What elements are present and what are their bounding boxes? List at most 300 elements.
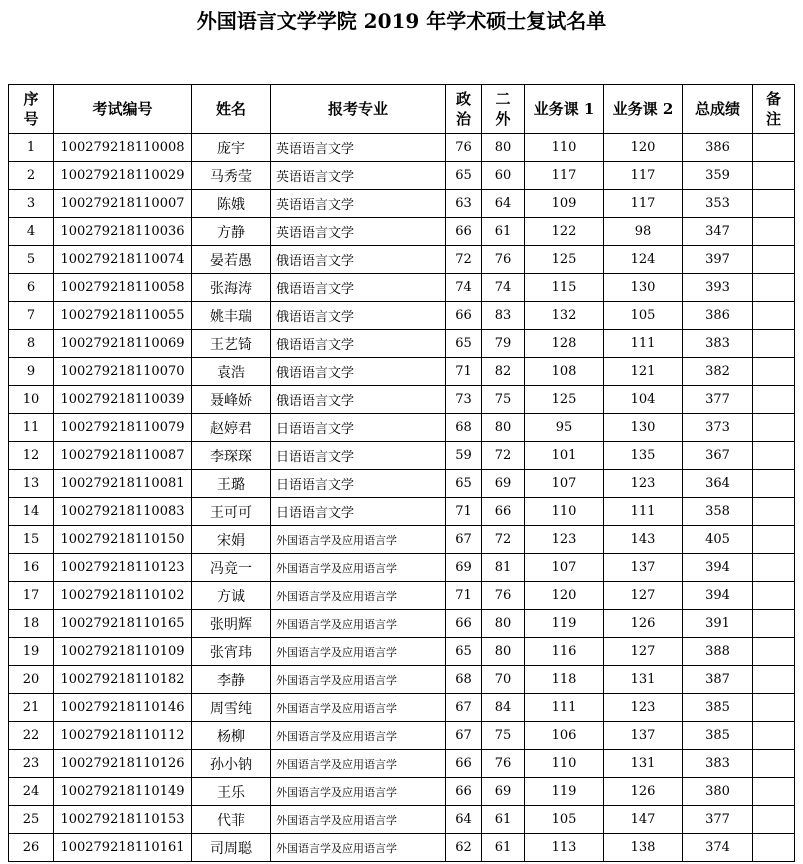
cell-major: 外国语言学及应用语言学: [271, 610, 446, 638]
cell-name: 代菲: [192, 806, 271, 834]
cell-name: 宋娟: [192, 526, 271, 554]
cell-course2: 130: [604, 414, 683, 442]
header-foreign-top: 二: [495, 90, 511, 108]
cell-name: 方诚: [192, 582, 271, 610]
table-row: [9, 750, 795, 778]
cell-politics: 74: [446, 274, 482, 302]
cell-major: 日语语言文学: [271, 442, 446, 470]
table-row: [9, 386, 795, 414]
cell-course1: 106: [525, 722, 604, 750]
cell-major: 俄语语言文学: [271, 302, 446, 330]
cell-major: 日语语言文学: [271, 470, 446, 498]
cell-seq: 26: [9, 834, 54, 862]
cell-total: 385: [683, 722, 753, 750]
cell-politics: 66: [446, 750, 482, 778]
cell-major: 俄语语言文学: [271, 358, 446, 386]
cell-foreign-language: 84: [482, 694, 525, 722]
cell-total: 405: [683, 526, 753, 554]
cell-course2: 117: [604, 162, 683, 190]
cell-remark: [753, 330, 795, 358]
cell-politics: 65: [446, 330, 482, 358]
cell-course2: 104: [604, 386, 683, 414]
cell-name: 杨柳: [192, 722, 271, 750]
cell-course2: 135: [604, 442, 683, 470]
cell-total: 377: [683, 806, 753, 834]
cell-course1: 110: [525, 750, 604, 778]
cell-course2: 143: [604, 526, 683, 554]
cell-politics: 66: [446, 218, 482, 246]
cell-total: 387: [683, 666, 753, 694]
cell-remark: [753, 498, 795, 526]
cell-exam-no: 100279218110079: [54, 414, 192, 442]
cell-major: 日语语言文学: [271, 414, 446, 442]
cell-remark: [753, 162, 795, 190]
header-remark-bottom: 注: [765, 110, 781, 128]
cell-course1: 108: [525, 358, 604, 386]
table-row: [9, 806, 795, 834]
cell-remark: [753, 218, 795, 246]
cell-course1: 120: [525, 582, 604, 610]
cell-foreign-language: 80: [482, 414, 525, 442]
cell-course1: 107: [525, 470, 604, 498]
cell-foreign-language: 64: [482, 190, 525, 218]
cell-course1: 125: [525, 386, 604, 414]
cell-major: 外国语言学及应用语言学: [271, 582, 446, 610]
cell-total: 394: [683, 554, 753, 582]
cell-course1: 132: [525, 302, 604, 330]
cell-course1: 119: [525, 610, 604, 638]
cell-name: 李静: [192, 666, 271, 694]
cell-politics: 76: [446, 134, 482, 162]
cell-foreign-language: 61: [482, 218, 525, 246]
table-row: [9, 218, 795, 246]
cell-seq: 16: [9, 554, 54, 582]
cell-exam-no: 100279218110029: [54, 162, 192, 190]
cell-major: 外国语言学及应用语言学: [271, 834, 446, 862]
header-seq: [9, 85, 54, 134]
cell-seq: 25: [9, 806, 54, 834]
table-row: [9, 162, 795, 190]
cell-name: 庞宇: [192, 134, 271, 162]
cell-course2: 117: [604, 190, 683, 218]
cell-course1: 110: [525, 498, 604, 526]
cell-total: 383: [683, 330, 753, 358]
cell-seq: 9: [9, 358, 54, 386]
cell-course1: 113: [525, 834, 604, 862]
table-row: [9, 414, 795, 442]
cell-exam-no: 100279218110182: [54, 666, 192, 694]
cell-major: 外国语言学及应用语言学: [271, 526, 446, 554]
cell-seq: 22: [9, 722, 54, 750]
cell-total: 358: [683, 498, 753, 526]
cell-name: 王可可: [192, 498, 271, 526]
cell-seq: 10: [9, 386, 54, 414]
cell-seq: 13: [9, 470, 54, 498]
cell-course1: 128: [525, 330, 604, 358]
cell-politics: 65: [446, 162, 482, 190]
table-row: [9, 722, 795, 750]
cell-major: 日语语言文学: [271, 498, 446, 526]
cell-seq: 24: [9, 778, 54, 806]
cell-major: 英语语言文学: [271, 190, 446, 218]
table-row: [9, 358, 795, 386]
cell-course1: 118: [525, 666, 604, 694]
cell-foreign-language: 72: [482, 442, 525, 470]
cell-name: 王乐: [192, 778, 271, 806]
cell-politics: 63: [446, 190, 482, 218]
cell-course1: 123: [525, 526, 604, 554]
cell-name: 张明辉: [192, 610, 271, 638]
cell-name: 陈娥: [192, 190, 271, 218]
cell-course2: 111: [604, 330, 683, 358]
cell-foreign-language: 76: [482, 750, 525, 778]
cell-course1: 116: [525, 638, 604, 666]
cell-politics: 69: [446, 554, 482, 582]
cell-course1: 101: [525, 442, 604, 470]
header-politics: [446, 85, 482, 134]
cell-major: 外国语言学及应用语言学: [271, 722, 446, 750]
cell-politics: 66: [446, 778, 482, 806]
cell-foreign-language: 82: [482, 358, 525, 386]
cell-remark: [753, 526, 795, 554]
cell-name: 聂峰娇: [192, 386, 271, 414]
table-row: [9, 470, 795, 498]
header-foreign-language: [482, 85, 525, 134]
cell-remark: [753, 554, 795, 582]
cell-exam-no: 100279218110146: [54, 694, 192, 722]
cell-major: 外国语言学及应用语言学: [271, 694, 446, 722]
cell-foreign-language: 81: [482, 554, 525, 582]
cell-politics: 67: [446, 694, 482, 722]
cell-seq: 19: [9, 638, 54, 666]
table-row: [9, 694, 795, 722]
cell-foreign-language: 61: [482, 806, 525, 834]
cell-course2: 111: [604, 498, 683, 526]
cell-politics: 65: [446, 470, 482, 498]
header-course1: 业务课 1: [525, 85, 604, 134]
cell-remark: [753, 246, 795, 274]
cell-total: 364: [683, 470, 753, 498]
cell-foreign-language: 75: [482, 386, 525, 414]
cell-exam-no: 100279218110161: [54, 834, 192, 862]
cell-remark: [753, 414, 795, 442]
cell-remark: [753, 386, 795, 414]
cell-remark: [753, 722, 795, 750]
cell-remark: [753, 442, 795, 470]
cell-exam-no: 100279218110069: [54, 330, 192, 358]
cell-exam-no: 100279218110036: [54, 218, 192, 246]
cell-major: 俄语语言文学: [271, 386, 446, 414]
cell-foreign-language: 76: [482, 582, 525, 610]
cell-seq: 12: [9, 442, 54, 470]
cell-politics: 68: [446, 414, 482, 442]
cell-total: 383: [683, 750, 753, 778]
cell-foreign-language: 69: [482, 778, 525, 806]
cell-remark: [753, 134, 795, 162]
header-total: 总成绩: [683, 85, 753, 134]
cell-foreign-language: 83: [482, 302, 525, 330]
cell-exam-no: 100279218110112: [54, 722, 192, 750]
cell-course2: 121: [604, 358, 683, 386]
cell-course1: 122: [525, 218, 604, 246]
cell-foreign-language: 79: [482, 330, 525, 358]
cell-seq: 20: [9, 666, 54, 694]
cell-total: 391: [683, 610, 753, 638]
cell-major: 外国语言学及应用语言学: [271, 778, 446, 806]
cell-name: 晏若愚: [192, 246, 271, 274]
cell-total: 385: [683, 694, 753, 722]
cell-name: 张海涛: [192, 274, 271, 302]
page-title: 外国语言文学学院 2019 年学术硕士复试名单: [196, 9, 607, 33]
cell-total: 386: [683, 302, 753, 330]
table-row: [9, 638, 795, 666]
table-row: [9, 442, 795, 470]
cell-course2: 130: [604, 274, 683, 302]
cell-seq: 11: [9, 414, 54, 442]
cell-course2: 137: [604, 554, 683, 582]
cell-exam-no: 100279218110123: [54, 554, 192, 582]
cell-course1: 105: [525, 806, 604, 834]
cell-remark: [753, 610, 795, 638]
cell-course2: 123: [604, 470, 683, 498]
cell-total: 373: [683, 414, 753, 442]
cell-remark: [753, 274, 795, 302]
cell-exam-no: 100279218110102: [54, 582, 192, 610]
cell-total: 388: [683, 638, 753, 666]
cell-exam-no: 100279218110083: [54, 498, 192, 526]
cell-exam-no: 100279218110055: [54, 302, 192, 330]
cell-foreign-language: 60: [482, 162, 525, 190]
cell-seq: 17: [9, 582, 54, 610]
cell-politics: 66: [446, 610, 482, 638]
cell-politics: 71: [446, 358, 482, 386]
cell-exam-no: 100279218110109: [54, 638, 192, 666]
cell-name: 张宵玮: [192, 638, 271, 666]
cell-remark: [753, 638, 795, 666]
cell-exam-no: 100279218110150: [54, 526, 192, 554]
table-body: [9, 134, 795, 862]
header-row: [9, 85, 795, 134]
cell-major: 俄语语言文学: [271, 330, 446, 358]
cell-exam-no: 100279218110058: [54, 274, 192, 302]
header-major: 报考专业: [271, 85, 446, 134]
cell-remark: [753, 750, 795, 778]
cell-foreign-language: 76: [482, 246, 525, 274]
cell-foreign-language: 66: [482, 498, 525, 526]
header-politics-top: 政: [455, 90, 471, 108]
cell-course1: 107: [525, 554, 604, 582]
cell-seq: 21: [9, 694, 54, 722]
cell-name: 冯竞一: [192, 554, 271, 582]
cell-exam-no: 100279218110081: [54, 470, 192, 498]
cell-politics: 71: [446, 498, 482, 526]
table-row: [9, 582, 795, 610]
cell-total: 393: [683, 274, 753, 302]
cell-exam-no: 100279218110087: [54, 442, 192, 470]
cell-total: 374: [683, 834, 753, 862]
header-exam-no: 考试编号: [54, 85, 192, 134]
cell-major: 英语语言文学: [271, 162, 446, 190]
cell-seq: 5: [9, 246, 54, 274]
cell-course1: 95: [525, 414, 604, 442]
cell-foreign-language: 80: [482, 134, 525, 162]
cell-total: 377: [683, 386, 753, 414]
cell-major: 外国语言学及应用语言学: [271, 666, 446, 694]
cell-politics: 66: [446, 302, 482, 330]
cell-total: 380: [683, 778, 753, 806]
cell-politics: 65: [446, 638, 482, 666]
cell-remark: [753, 470, 795, 498]
cell-course2: 98: [604, 218, 683, 246]
cell-course2: 131: [604, 750, 683, 778]
cell-exam-no: 100279218110149: [54, 778, 192, 806]
header-foreign-bottom: 外: [495, 110, 511, 128]
cell-foreign-language: 70: [482, 666, 525, 694]
cell-politics: 73: [446, 386, 482, 414]
cell-course2: 126: [604, 610, 683, 638]
cell-course1: 117: [525, 162, 604, 190]
cell-remark: [753, 666, 795, 694]
cell-course2: 126: [604, 778, 683, 806]
cell-major: 外国语言学及应用语言学: [271, 638, 446, 666]
header-course2: 业务课 2: [604, 85, 683, 134]
cell-remark: [753, 358, 795, 386]
cell-foreign-language: 74: [482, 274, 525, 302]
cell-exam-no: 100279218110007: [54, 190, 192, 218]
cell-remark: [753, 694, 795, 722]
cell-course2: 105: [604, 302, 683, 330]
header-name: 姓名: [192, 85, 271, 134]
cell-exam-no: 100279218110153: [54, 806, 192, 834]
cell-major: 外国语言学及应用语言学: [271, 750, 446, 778]
cell-course2: 127: [604, 582, 683, 610]
cell-politics: 67: [446, 722, 482, 750]
cell-seq: 8: [9, 330, 54, 358]
cell-politics: 67: [446, 526, 482, 554]
cell-remark: [753, 834, 795, 862]
cell-remark: [753, 582, 795, 610]
cell-major: 俄语语言文学: [271, 274, 446, 302]
cell-total: 397: [683, 246, 753, 274]
cell-course1: 125: [525, 246, 604, 274]
table-row: [9, 134, 795, 162]
table-row: [9, 778, 795, 806]
cell-major: 英语语言文学: [271, 134, 446, 162]
cell-course1: 111: [525, 694, 604, 722]
cell-seq: 23: [9, 750, 54, 778]
cell-exam-no: 100279218110039: [54, 386, 192, 414]
cell-seq: 18: [9, 610, 54, 638]
cell-name: 赵婷君: [192, 414, 271, 442]
cell-seq: 7: [9, 302, 54, 330]
cell-course2: 120: [604, 134, 683, 162]
cell-seq: 15: [9, 526, 54, 554]
cell-total: 359: [683, 162, 753, 190]
cell-name: 马秀莹: [192, 162, 271, 190]
cell-politics: 64: [446, 806, 482, 834]
table-row: [9, 330, 795, 358]
cell-name: 司周聪: [192, 834, 271, 862]
cell-remark: [753, 806, 795, 834]
cell-foreign-language: 69: [482, 470, 525, 498]
cell-course2: 123: [604, 694, 683, 722]
cell-remark: [753, 302, 795, 330]
table-row: [9, 526, 795, 554]
table-row: [9, 834, 795, 862]
cell-seq: 1: [9, 134, 54, 162]
candidate-table: [8, 84, 795, 862]
cell-seq: 14: [9, 498, 54, 526]
cell-name: 姚丰瑞: [192, 302, 271, 330]
cell-name: 王艺锜: [192, 330, 271, 358]
cell-foreign-language: 61: [482, 834, 525, 862]
cell-politics: 71: [446, 582, 482, 610]
cell-total: 382: [683, 358, 753, 386]
cell-course2: 124: [604, 246, 683, 274]
cell-exam-no: 100279218110165: [54, 610, 192, 638]
cell-course2: 147: [604, 806, 683, 834]
table-row: [9, 554, 795, 582]
cell-remark: [753, 778, 795, 806]
cell-remark: [753, 190, 795, 218]
table-row: [9, 190, 795, 218]
cell-course1: 115: [525, 274, 604, 302]
cell-foreign-language: 72: [482, 526, 525, 554]
header-seq-top: 序: [23, 90, 39, 108]
cell-course1: 109: [525, 190, 604, 218]
cell-major: 外国语言学及应用语言学: [271, 806, 446, 834]
header-remark-top: 备: [765, 90, 781, 108]
header-seq-bottom: 号: [23, 110, 39, 128]
table-row: [9, 302, 795, 330]
cell-total: 394: [683, 582, 753, 610]
cell-course1: 110: [525, 134, 604, 162]
table-row: [9, 666, 795, 694]
table-row: [9, 610, 795, 638]
cell-foreign-language: 80: [482, 610, 525, 638]
cell-name: 周雪纯: [192, 694, 271, 722]
cell-name: 袁浩: [192, 358, 271, 386]
cell-major: 俄语语言文学: [271, 246, 446, 274]
cell-name: 李琛琛: [192, 442, 271, 470]
cell-total: 353: [683, 190, 753, 218]
cell-seq: 3: [9, 190, 54, 218]
table-row: [9, 246, 795, 274]
cell-politics: 68: [446, 666, 482, 694]
cell-politics: 59: [446, 442, 482, 470]
cell-total: 347: [683, 218, 753, 246]
cell-major: 英语语言文学: [271, 218, 446, 246]
cell-exam-no: 100279218110070: [54, 358, 192, 386]
cell-course2: 131: [604, 666, 683, 694]
cell-foreign-language: 80: [482, 638, 525, 666]
header-remark: [753, 85, 795, 134]
cell-total: 386: [683, 134, 753, 162]
cell-seq: 4: [9, 218, 54, 246]
cell-seq: 6: [9, 274, 54, 302]
header-politics-bottom: 治: [455, 110, 471, 128]
cell-name: 王璐: [192, 470, 271, 498]
cell-foreign-language: 75: [482, 722, 525, 750]
cell-major: 外国语言学及应用语言学: [271, 554, 446, 582]
cell-exam-no: 100279218110074: [54, 246, 192, 274]
table-header: [9, 85, 795, 134]
cell-seq: 2: [9, 162, 54, 190]
table-row: [9, 274, 795, 302]
cell-politics: 62: [446, 834, 482, 862]
cell-exam-no: 100279218110008: [54, 134, 192, 162]
cell-course2: 127: [604, 638, 683, 666]
